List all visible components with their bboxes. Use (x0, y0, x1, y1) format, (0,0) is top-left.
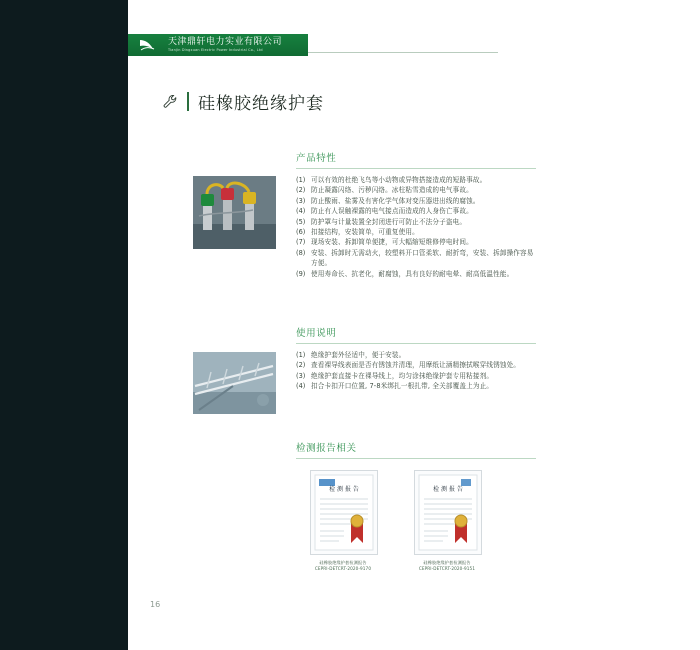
list-item (296, 371, 536, 381)
list-item-number: (3) (296, 196, 306, 205)
list-item (296, 227, 536, 237)
list-item-text: 安装、拆卸时无需动火，较塑料开口管柔软、耐折弯，安装、拆卸操作容易方便。 (311, 248, 534, 268)
list-item (296, 248, 536, 269)
list-item (296, 196, 536, 206)
list-item (296, 237, 536, 247)
page-number: 16 (150, 600, 161, 609)
title-accent-bar (187, 92, 189, 111)
certificate-card[interactable] (310, 470, 376, 572)
certificate-caption (310, 560, 376, 572)
list-item-number: (4) (296, 382, 306, 391)
list-item-number: (7) (296, 238, 306, 247)
header-divider (308, 52, 498, 53)
header-company-name-en: Tianjin Dingxuan Electric Power Industrial Co., Ltd (168, 47, 263, 52)
list-item (296, 360, 536, 370)
section-heading: 使用说明 (296, 325, 536, 344)
section-heading: 检测报告相关 (296, 440, 536, 459)
page-header (128, 34, 700, 56)
list-item-number: (9) (296, 269, 306, 278)
certificate-caption-line2: CEPRI-DETCRT-2020-9151 (418, 566, 476, 571)
product-photo-installed-line (193, 352, 276, 414)
list-item-text: 可以有效的杜绝飞鸟等小动物或异物搭接造成的短路事故。 (311, 176, 487, 184)
page-title-text: 硅橡胶绝缘护套 (198, 93, 324, 114)
certificate-caption (414, 560, 480, 572)
certificate-thumbnail[interactable] (414, 470, 482, 555)
list-item-number: (6) (296, 228, 306, 237)
list-item (296, 217, 536, 227)
list-item-number: (3) (296, 371, 306, 380)
product-photo-insulation-covers (193, 176, 276, 249)
list-item (296, 175, 536, 185)
list-item (296, 350, 536, 360)
list-item (296, 381, 536, 391)
section-product-features (296, 150, 536, 279)
section-body (296, 175, 536, 279)
list-item-number: (1) (296, 351, 306, 359)
svg-text:检 测 报 告: 检 测 报 告 (329, 486, 359, 493)
certificate-thumbnail[interactable] (310, 470, 378, 555)
list-item (296, 269, 536, 279)
section-usage-instructions (296, 325, 536, 392)
list-item-text: 扣接结构，安装简单，可重复使用。 (311, 228, 419, 237)
list-item-text: 绝缘护套直接卡在裸导线上，均匀涂抹绝缘护套专用粘接剂。 (311, 371, 494, 380)
list-item-text: 现场安装、拆卸简单便捷，可大幅缩短维修停电时间。 (311, 238, 473, 247)
list-item-number: (1) (296, 176, 306, 184)
certificate-caption-line2: CEPRI-DETCRT-2020-9170 (314, 566, 372, 571)
section-test-reports (296, 440, 536, 459)
list-item-text: 防护罩与计量装置全封闭进行可防止不法分子盗电。 (311, 217, 467, 226)
svg-text:检 测 报 告: 检 测 报 告 (433, 486, 463, 493)
list-item-number: (2) (296, 186, 306, 195)
list-item-number: (5) (296, 217, 306, 226)
list-item (296, 185, 536, 195)
company-leaf-logo-icon (137, 37, 157, 54)
list-item-text: 防止酸雨、盐雾及有害化学气体对变压器进出线的腐蚀。 (311, 196, 480, 205)
list-item-text: 防止有人误触裸露的电气接点而造成的人身伤亡事故。 (311, 207, 473, 216)
list-item-text: 使用寿命长、抗老化，耐腐蚀，具有良好的耐电晕、耐高低温性能。 (311, 269, 514, 278)
wrench-icon (162, 93, 178, 109)
list-item-text: 查看裸导线表面是否有锈蚀并清理，用摩纸让涵精擦拭喉穿线锈蚀处。 (311, 361, 521, 370)
section-heading: 产品特性 (296, 150, 536, 169)
left-dark-band (0, 0, 128, 650)
list-item-text: 扣合卡扣开口位置, 7-8米绑扎一根扎带, 全关部覆盖上为止。 (311, 382, 494, 391)
list-item (296, 206, 536, 216)
page-title (162, 88, 324, 114)
certificate-caption-line1: 硅橡胶绝缘护套检测报告 (319, 560, 367, 565)
header-company-name-cn: 天津鼎轩电力实业有限公司 (168, 37, 283, 47)
list-item-number: (8) (296, 248, 306, 257)
certificate-caption-line1: 硅橡胶绝缘护套检测报告 (423, 560, 471, 565)
list-item-number: (2) (296, 361, 306, 370)
list-item-text: 绝缘护套外径适中，便于安装。 (311, 351, 406, 359)
list-item-number: (4) (296, 207, 306, 216)
certificate-card[interactable] (414, 470, 480, 572)
list-item-text: 防止凝露闪络、污秽闪络。冰柱粘雪造成的电气事故。 (311, 186, 473, 195)
section-body (296, 350, 536, 392)
